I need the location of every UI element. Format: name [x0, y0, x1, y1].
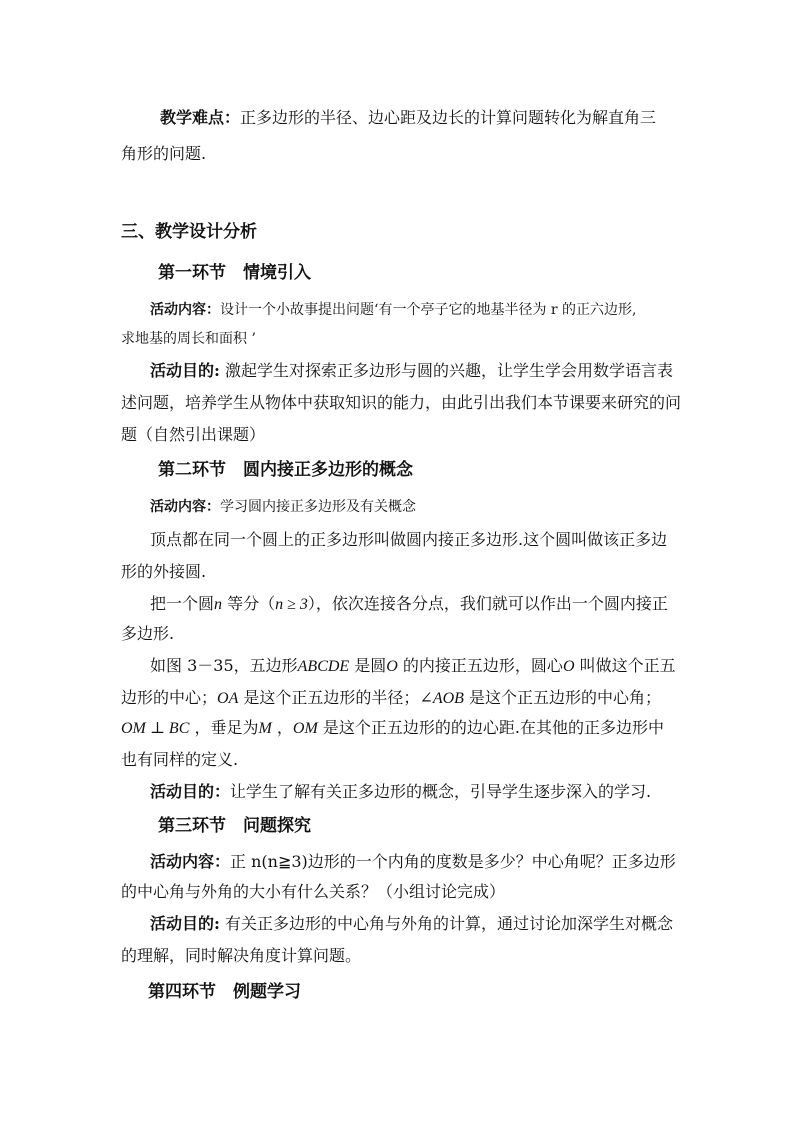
- difficulty-line-2: 角形的问题.: [121, 144, 207, 163]
- p3b-oa: OA: [217, 690, 239, 707]
- stage2-goal-text: 让学生了解有关正多边形的概念，引导学生逐步深入的学习.: [230, 782, 652, 801]
- stage2-title: 第二环节 圆内接正多边形的概念: [158, 460, 413, 480]
- p3c-om-perp-bc: OM ⊥ BC: [121, 720, 190, 737]
- stage2-p1-line-1: 顶点都在同一个圆上的正多边形叫做圆内接正多边形.这个圆叫做该正多边: [150, 530, 668, 549]
- stage2-p3-line-4: 也有同样的定义.: [121, 750, 239, 769]
- stage1-goal-line-3: 题（自然引出课题）: [121, 425, 266, 444]
- stage3-content-label: 活动内容：: [150, 852, 231, 871]
- p3c-m: M: [258, 720, 272, 737]
- p3-circle-o: O: [386, 658, 398, 675]
- stage1-content-line-1: [150, 300, 637, 320]
- p2-condition: n ≥ 3: [275, 596, 308, 613]
- difficulty-text-1: 正多边形的半径、边心距及边长的计算问题转化为解直角三: [240, 108, 657, 127]
- p3b-text-2: 是这个正五边形的半径；: [238, 688, 420, 707]
- stage2-p3-line-3: [121, 718, 664, 739]
- p3c-om: OM: [292, 720, 318, 737]
- stage3-title: 第三环节 问题探究: [158, 816, 311, 836]
- stage1-goal-text-1: 激起学生对探索正多边形与圆的兴趣，让学生学会用数学语言表: [219, 361, 674, 380]
- stage3-goal-line-2: 的理解，同时解决角度计算问题。: [121, 946, 362, 965]
- stage3-content-line-1: [150, 852, 676, 872]
- stage1-content-line-2: 求地基的周长和面积 ’: [121, 331, 256, 347]
- stage2-p2-line-1: [150, 594, 668, 615]
- stage2-goal-label: 活动目的：: [150, 782, 231, 801]
- difficulty-label: 教学难点：: [160, 108, 241, 127]
- p3c-text-1: ，垂足为: [189, 718, 259, 737]
- stage3-goal-text-1: 有关正多边形的中心角与外角的计算，通过讨论加深学生对概念: [219, 914, 674, 933]
- stage3-goal-line-1: [150, 914, 673, 934]
- p2-text-3: ），依次连接各分点，我们就可以作出一个圆内接正: [307, 594, 668, 613]
- p3-text-2: 是圆: [349, 656, 387, 675]
- p3b-text-3: 是这个正五边形的中心角；: [463, 688, 662, 707]
- stage2-content-line: [150, 497, 416, 517]
- p2-var-n: n: [214, 596, 223, 613]
- stage2-content-label: 活动内容：: [150, 499, 220, 515]
- p3b-text-1: 边形的中心；: [121, 688, 218, 707]
- stage1-title: 第一环节 情境引入: [158, 263, 311, 283]
- p2-text-2: 等分（: [222, 594, 276, 613]
- section-title: 三、教学设计分析: [121, 222, 257, 242]
- stage1-goal-line-1: [150, 361, 673, 381]
- p3-pentagon: ABCDE: [297, 658, 350, 675]
- stage1-goal-label: 活动目的:: [150, 361, 220, 380]
- stage2-p1-line-2: 形的外接圆.: [121, 562, 207, 581]
- p3-text-1: 如图 3－35，五边形: [150, 656, 298, 675]
- p3b-angle-aob: ∠AOB: [419, 690, 464, 707]
- p3-center-o: O: [562, 658, 575, 675]
- p3c-text-3: 是这个正五边形的的边心距.在其他的正多边形中: [317, 718, 664, 737]
- stage1-goal-line-2: 述问题，培养学生从物体中获取知识的能力，由此引出我们本节课要来研究的问: [121, 393, 682, 412]
- stage2-p2-line-2: 多边形.: [121, 624, 175, 643]
- stage3-content-text-1: 正 n(n≧3)边形的一个内角的度数是多少？中心角呢？正多边形: [230, 852, 676, 871]
- stage3-content-line-2: 的中心角与外角的大小有什么关系？（小组讨论完成）: [121, 882, 506, 901]
- stage2-p3-line-2: [121, 688, 661, 709]
- stage1-content-text-1: 设计一个小故事提出问题‘有一个亭子它的地基半径为 r 的正六边形,: [220, 302, 637, 318]
- p3-text-4: 叫做这个正五: [574, 656, 676, 675]
- stage4-title: 第四环节 例题学习: [148, 982, 301, 1002]
- p3c-text-2: ，: [271, 718, 293, 737]
- difficulty-line-1: [160, 108, 656, 128]
- stage2-goal-line: [150, 782, 651, 802]
- p3-text-3: 的内接正五边形，圆心: [397, 656, 563, 675]
- stage2-p3-line-1: [150, 656, 676, 677]
- stage2-content-text: 学习圆内接正多边形及有关概念: [220, 499, 416, 515]
- stage3-goal-label: 活动目的:: [150, 914, 220, 933]
- p2-text-1: 把一个圆: [150, 594, 215, 613]
- stage1-content-label: 活动内容：: [150, 302, 220, 318]
